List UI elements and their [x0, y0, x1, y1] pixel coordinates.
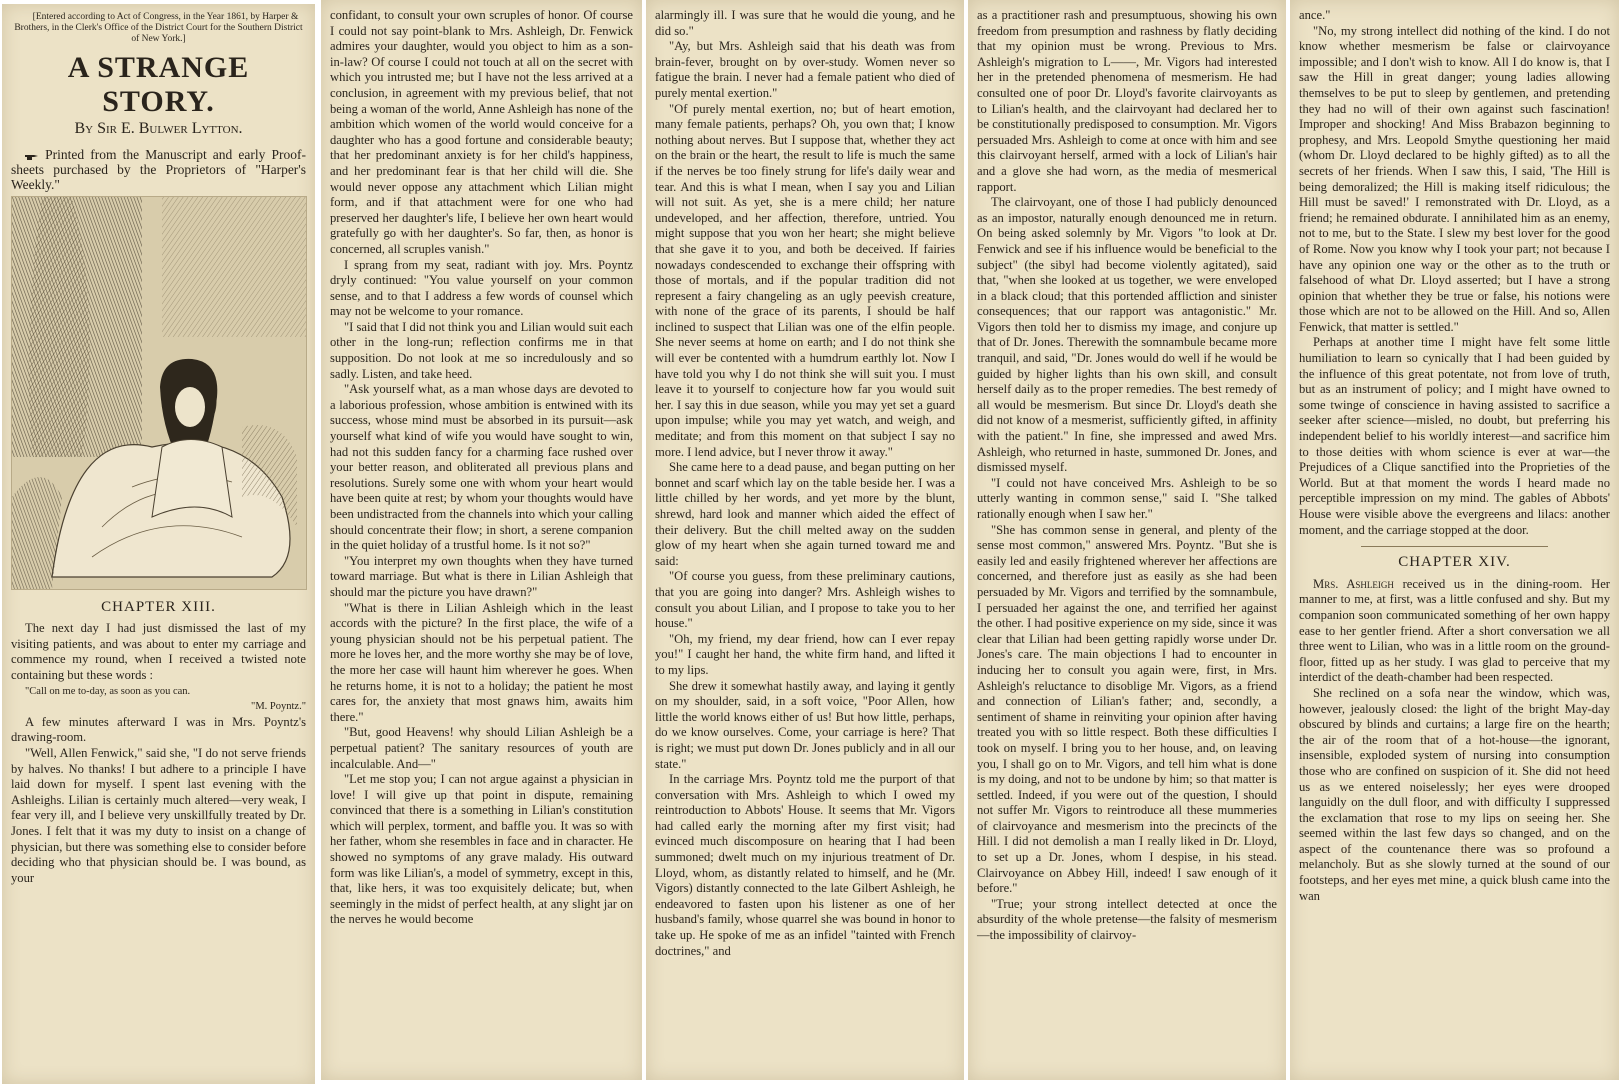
quoted-note-text: "Call on me to-day, as soon as you can.	[25, 685, 191, 697]
story-title: A STRANGE STORY.	[67, 51, 250, 118]
paragraph: "You interpret my own thoughts when they have turned toward marriage. But what is there in Lilian Ashleigh that should mar the picture you have drawn?"	[330, 553, 633, 599]
paragraph: "I could not have conceived Mrs. Ashleigh to be so utterly wanting in common sense," said I. "She talked rationally enough when I saw her."	[977, 475, 1277, 521]
paragraph: "I said that I did not think you and Lilian would suit each other in the long-run; reflection confirms me in that supposition. Do not look at me so incredulously and so sadly. Listen, and take heed.	[330, 319, 633, 381]
paragraph: "True; your strong intellect detected at once the absurdity of the whole pretense—the falsity of mesmerism—the impossibility of clairvoy-	[977, 896, 1277, 943]
paragraph: ance."	[1299, 8, 1331, 22]
paragraph: She came here to a dead pause, and began putting on her bonnet and scarf which lay on the table beside her. I was a little chilled by her words, and yet more by the blunt, shrewd, hard look and manner which aided the effect of their delivery. But the chill melted away on the sudden glow of my heart when she again turned toward me and said:	[655, 460, 955, 568]
paragraph: "Of purely mental exertion, no; but of heart emotion, many female patients, perhaps? Oh, you own that; I know nothing about nerves. But I suppose that, whether they act on the brain or the heart, the result to life is much the same if the nerves be too finely strung for life's daily wear and tear. And this is what I mean, when I say you and Lilian will not suit. As yet, she is a mere child; her nature undeveloped, and her affection, therefore, untried. You might suppose that you won her heart; she might believe that she gave it to you, and both be deceived. If fairies nowadays condescended to exchange their offspring with those of mortals, and if the popular tradition did not represent a fairy changeling as an ugly peevish creature, with none of the grace of its parents, I should be half inclined to suspect that Lilian was one of the elfin people. She never seems at home on earth; and I do not think she will ever be contented with a humdrum earthly lot. Now I have told you why I do not think she will suit you. I must leave it to yourself to conjecture how far you would suit her. I say this in due season, while you may yet set a guard upon impulse; while you may yet watch, and weigh, and meditate; and from this moment on that subject I say no more. I lend advice, but I never throw it away."	[655, 101, 955, 459]
copyright-notice: [Entered according to Act of Congress, in the Year 1861, by Harper & Brothers, in the Clerk's Office of the District Court for the Southern District of New York.]	[14, 12, 303, 44]
paragraph: She reclined on a sofa near the window, which was, however, jealously closed: the light of the bright May-day obscured by blinds and curtains; a large fire on the hearth; the air of the room that of a hot-house—the ignorant, insensible, exploded system of nursing into consumption those who are confined on suspicion of it. She did not heed us as we entered noiselessly; her eyes were drooped languidly on the dull floor, and with difficulty I suppressed the exclamation that rose to my lips on seeing her. She seemed within the last few days so changed, and on the aspect of the countenance there was so profound a melancholy. But as she slowly turned at the sound of our footsteps, and her eyes met mine, a quick blush came into the wan	[1299, 685, 1610, 903]
chapter-heading: CHAPTER XIV.	[1398, 554, 1511, 571]
paragraph	[1299, 577, 1610, 686]
paragraph: I sprang from my seat, radiant with joy. Mrs. Poyntz dryly continued: "You value yourself on your common sense, and to that I address a few words of counsel which may not be welcome to your romance.	[330, 257, 633, 319]
woman-reclining-engraving	[12, 197, 306, 589]
paragraph: A few minutes afterward I was in Mrs. Poyntz's drawing-room.	[11, 714, 306, 745]
opening-words: Mrs. Ashleigh	[1313, 576, 1394, 591]
publication-notice-text: Printed from the Manuscript and early Proof-sheets purchased by the Proprietors of "Harper's Weekly."	[11, 146, 307, 192]
paragraph: "Let me stop you; I can not argue against a physician in love! I will give up that point in dispute, remaining convinced that there is a something in Lilian's constitution which will perplex, torment, and baffle you. It was so with her father, whom she resembles in face and in character. He showed no symptoms of any grave malady. His outward form was like Lilian's, a model of symmetry, except in this, that, like hers, it was too exquisitely delicate; but, when seemingly in the midst of perfect health, at any slight jar on the nerves he would become	[330, 772, 633, 927]
paragraph: confidant, to consult your own scruples of honor. Of course I could not say point-blank to Mrs. Ashleigh, Dr. Fenwick admires your daughter, would you object to him as a son-in-law? Of course I could not touch at all on the secret with which you intrusted me; but I have not the less arrived at a conclusion, in agreement with my previous belief, that not being a woman of the world, Anne Ashleigh has none of the ambition which women of the world would conceive for a daughter who has a good fortune and considerable beauty; that her predominant anxiety is for her child's happiness, and her predominant fear is that her child will die. She would never oppose any attachment which Lilian might form, and if that attachment were for one who had preserved her daughter's life, I believe her own heart would gratefully go with her daughter's. So far, then, as honor is concerned, all scruples vanish."	[330, 8, 633, 256]
quoted-note-signature: "M. Poyntz."	[251, 701, 306, 713]
paragraph: alarmingly ill. I was sure that he would die young, and he did so."	[655, 8, 955, 38]
paragraph: "Ask yourself what, as a man whose days are devoted to a laborious profession, whose ambition is entwined with its success, whose mind must be absorbed in its pursuit—ask yourself what kind of wife you would have sought to win, had not this sudden fancy for a charming face rushed over your better reason, and obliterated all previous plans and resolutions. Surely some one with whom your heart would have been quite at rest; by whom your thoughts would have been undistracted from the channels into which your calling should concentrate their flow; in short, a serene companion in the quiet holiday of a trustful home. Is it not so?"	[330, 382, 633, 553]
engraving-illustration	[11, 196, 307, 590]
paragraph: "What is there in Lilian Ashleigh which in the least accords with the picture? In the first place, the wife of a young physician should not be his perpetual patient. The more he loves her, and the more worthy she may be of love, the more her case will haunt him wherever he goes. When he returns home, it is not to a holiday; the patient he most cares for, the anxiety that most gnaws him, awaits him there."	[330, 600, 633, 724]
quoted-note	[11, 684, 306, 713]
paragraph: "Oh, my friend, my dear friend, how can I ever repay you!" I caught her hand, the white firm hand, and lifted it to my lips.	[655, 631, 955, 677]
column-1	[2, 4, 315, 1084]
column-5	[1290, 0, 1619, 1080]
paragraph: "Well, Allen Fenwick," said she, "I do not serve friends by halves. No thanks! I but adhere to a principle I have laid down for myself. I spent last evening with the Ashleighs. Lilian is certainly much altered—very weak, I fear very ill, and I believe very unskillfully treated by Dr. Jones. I felt that it was my duty to insist on a change of physician, but there was something else to consider before deciding who that physician should be. I was bound, as your	[11, 745, 306, 885]
paragraph-text: received us in the dining-room. Her manner to me, at first, was a little confused and shy. But my companion soon communicated something of her own happy ease to her gentler friend. After a short conversation we all three went to Lilian, who was in a little room on the ground-floor, fitted up as her study. I was glad to perceive that my interdict of the death-chamber had been respected.	[1299, 576, 1611, 685]
paragraph: "But, good Heavens! why should Lilian Ashleigh be a perpetual patient? The sanitary resources of youth are incalculable. And—"	[330, 725, 633, 771]
paragraph: as a practitioner rash and presumptuous, showing his own freedom from presumption and rashness by flatly deciding that my opinion must be wrong. Previous to Mrs. Ashleigh's migration to L——, Mr. Vigors had interested her in the pretended phenomena of mesmerism. He had consulted one of poor Dr. Lloyd's favorite clairvoyants as to Lilian's health, and the clairvoyant had declared her to be constitutionally predisposed to consumption. Mr. Vigors persuaded Mrs. Ashleigh to come at once with him and see this clairvoyant herself, armed with a lock of Lilian's hair and a glove she had worn, as the media of mesmerical rapport.	[977, 8, 1277, 194]
pointing-hand-icon	[25, 151, 39, 161]
paragraph: Perhaps at another time I might have felt some little humiliation to learn so cynically that I had been guided by the influence of this great potentate, not from love of truth, but as an instrument of policy; and I might have owned to some twinge of conscience in having assisted to sacrifice a seeker after science—misled, no doubt, but preferring his independent belief to his worldly interest—and sacrifice him to those deities with whom science is ever at war—the Prejudices of a Clique sanctified into the Proprieties of the World. But at that moment the words I heard made no perceptible impression on my mind. The gables of Abbots' House were visible above the evergreens and lilacs: another moment, and the carriage stopped at the door.	[1299, 335, 1610, 537]
column-3	[646, 0, 964, 1080]
paragraph: The next day I had just dismissed the last of my visiting patients, and was about to enter my carriage and commence my round, when I received a twisted note containing but these words :	[11, 621, 306, 682]
paragraph: In the carriage Mrs. Poyntz told me the purport of that conversation with Mrs. Ashleigh to which I owed my reintroduction to Abbots' House. It seems that Mr. Vigors had called early the morning after my first visit; had evinced much discomposure on hearing that I had been summoned; dwelt much on my injurious treatment of Dr. Lloyd, whom, as distantly related to himself, and he (Mr. Vigors) distantly connected to the late Gilbert Ashleigh, he endeavored to fasten upon his listener as one of her husband's family, whose quarrel she was bound in honor to take up. He spoke of me as an infidel "tainted with French doctrines," and	[655, 772, 955, 958]
chapter-heading: CHAPTER XIII.	[101, 598, 216, 615]
paragraph: "No, my strong intellect did nothing of the kind. I do not know whether mesmerism be false or clairvoyance impossible; and I don't wish to know. All I do know is, that I saw the Hill in great danger; young ladies allowing themselves to be put to sleep by gentlemen, and pretending they had no will of their own against such fascination! Improper and shocking! And Miss Brabazon beginning to prophesy, and Mrs. Leopold Smythe questioning her maid (whom Dr. Lloyd declared to be highly gifted) as to all the secrets of her friends. When I saw this, I said, 'The Hill is being demoralized; the Hill is making itself ridiculous; the Hill must be saved!' I remonstrated with Dr. Lloyd, as a friend; he remained obdurate. I annihilated him as an enemy, not to me, but to the State. I slew my best lover for the good of Rome. Now you know why I took your part; not because I have any opinion one way or the other as to the truth or falsehood of what Dr. Lloyd asserted; but I have a strong opinion that whether they be true or false, his notions were those which are not to be allowed on the Hill. And so, Allen Fenwick, that matter is settled."	[1299, 23, 1610, 334]
paragraph: She drew it somewhat hastily away, and laying it gently on my shoulder, said, in a soft voice, "Poor Allen, how little the world knows either of us! But how little, perhaps, do we know ourselves. Come, your carriage is here? That is right; we must put down Dr. Jones publicly and in all our state."	[655, 678, 955, 771]
divider	[1361, 546, 1548, 547]
paragraph: "Of course you guess, from these preliminary cautions, that you are going into danger? Mrs. Ashleigh wishes to consult you about Lilian, and I propose to take you to her house."	[655, 569, 955, 631]
byline: By Sir E. Bulwer Lytton.	[74, 120, 243, 137]
column-2	[321, 0, 642, 1080]
paragraph: The clairvoyant, one of those I had publicly denounced as an impostor, naturally enough denounced me in return. On being asked solemnly by Mr. Vigors "to look at Dr. Fenwick and see if his influence would be beneficial to the subject" (the sibyl had become violently agitated), said that, "when she looked at us together, we were enveloped in a black cloud; that this portended affliction and sinister consequences; that our rapport was antagonistic." Mr. Vigors then told her to dismiss my image, and conjure up that of Dr. Jones. Therewith the somnambule became more tranquil, and said, "Dr. Jones would do well if he would be guided by higher lights than his own skill, and consult herself daily as to the proper remedies. The best remedy of all would be mesmerism. But since Dr. Lloyd's death she did not know of a mesmerist, sufficiently gifted, in affinity with the patient." In fine, she impressed and awed Mrs. Ashleigh, who returned in haste, summoned Dr. Jones, and dismissed myself.	[977, 195, 1277, 475]
paragraph: "She has common sense in general, and plenty of the sense most common," answered Mrs. Poyntz. "But she is easily led and easily frightened wherever her affections are concerned, and therefore just as easily as she had been persuaded by Mr. Vigors and terrified by the somnambule, I persuaded her against the one, and terrified her against the other. I had positive experience on my side, since it was clear that Lilian had been getting rapidly worse under Dr. Jones's care. The main objections I had to encounter in inducing her to consult you again were, first, in Mrs. Ashleigh's reluctance to disoblige Mr. Vigors, as a friend and connection of Lilian's father; and, secondly, a sentiment of shame in reinviting your opinion after having treated you with so little respect. Both these difficulties I took on myself. I bring you to her house, and, on leaving you, I shall go on to Mr. Vigors, and tell him what is done is my doing, and not to be undone by him; so that matter is settled. Indeed, if you were out of the question, I should not suffer Mr. Vigors to reintroduce all these mummeries of clairvoyance and mesmerism into the precincts of the Hill. I did not demolish a man I really liked in Dr. Lloyd, to set up a Dr. Jones, whom I despise, in his stead. Clairvoyance on Abbey Hill, indeed! I saw enough of it before."	[977, 522, 1277, 896]
column-4	[968, 0, 1286, 1080]
publication-notice	[11, 147, 306, 192]
paragraph: "Ay, but Mrs. Ashleigh said that his death was from brain-fever, brought on by over-study. Women never so fatigue the brain. I never had a female patient who died of purely mental exertion."	[655, 39, 955, 100]
